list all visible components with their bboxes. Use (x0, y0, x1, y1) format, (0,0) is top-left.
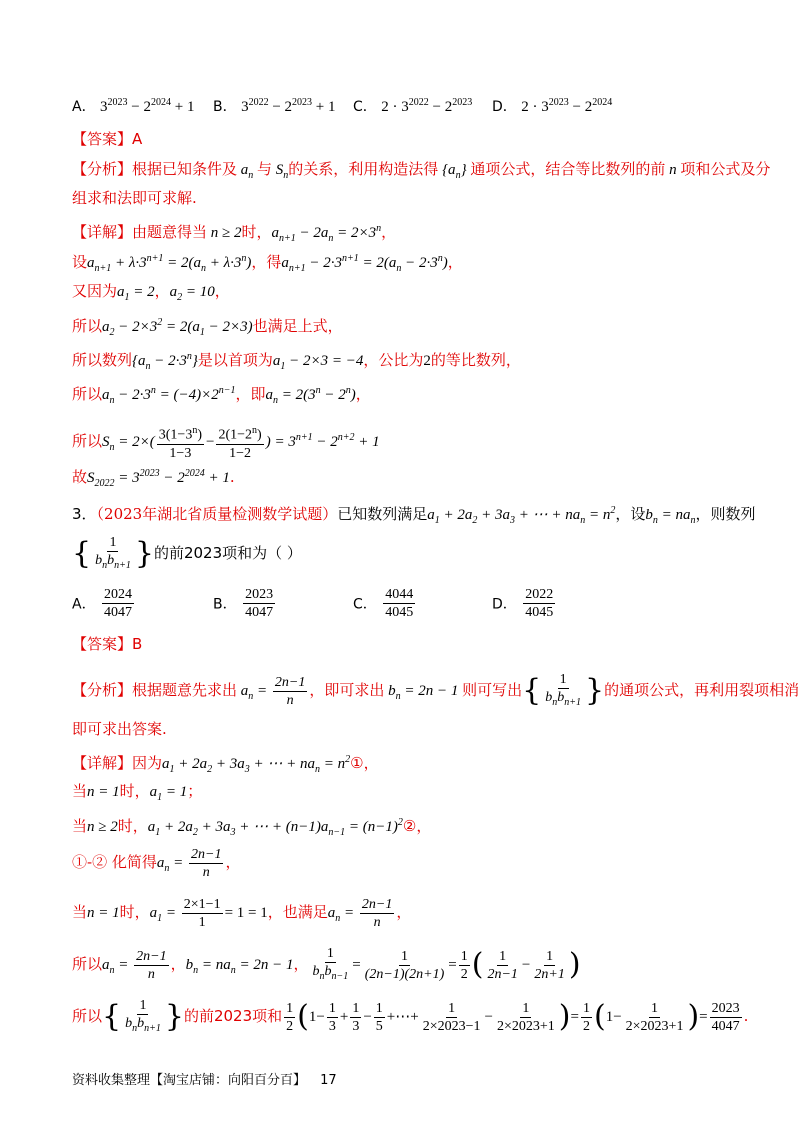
q3-final-line: 所以{ $\frac{1}{b_nb_{n+1}}$ }的前2023项和 $\frac{1}{2}$ (1− $\frac{1}{3}$ + $\frac{1}{3}$ − $\frac{1}{5}$ +⋯+ $\frac{1}{2\times 2023-1}$ − $\frac{1}{2\times 2023+1}$ )= $\frac{1}{2}$ (1− $\frac{1}{2\times 2023+1}$ )= $\frac{2023}{4047}$ . (72, 998, 749, 1034)
option-label: B． (213, 99, 237, 115)
q3-answer: 【答案】B (72, 635, 143, 653)
q2-detail-line1: 【详解】由题意得当 n ≥ 2时，$a_{n+1} - 2a_n = 2\times 3^n$， (72, 223, 397, 244)
q3-detail-line1: 【详解】因为$a_1 + 2a_2 + 3a_3$ + ⋯ + $na_n$ = $n^2①$， (72, 754, 379, 775)
q2-detail-line7: 所以$S_n = 2\times$( $\frac{3(1-3^n)}{1-3}$ − $\frac{2(1-2^n)}{1-2}$ ) = $3^{n+1} - 2^{n+2} + 1$ (72, 420, 740, 466)
footer (72, 1069, 337, 1088)
q2-analysis-line2: 组求和法即可求解. (72, 189, 197, 207)
q3-source: （2023年湖北省质量检测数学试题） (96, 505, 338, 523)
q2-option-d: D． $2 \cdot 3^{2023} - 2^{2024}$ (492, 97, 613, 115)
q2-detail-line6: 所以$a_n - 2\cdot 3^n = (-4)\times 2^{n-1}$，即$a_n = 2(3^n - 2^n)$， (72, 385, 371, 406)
q2-detail-line2: 设$a_{n+1} + \lambda\cdot 3^{n+1} = 2(a_n + \lambda\cdot 3^n)$，得$a_{n+1} - 2\cdot 3^{n+1} = 2(a_n - 2\cdot 3^n)$， (72, 253, 463, 274)
option-label: A． (72, 99, 96, 115)
q2-option-b: B． $3^{2022} - 2^{2023} + 1$ (213, 97, 336, 115)
q3-analysis-line2: 即可求出答案. (72, 720, 167, 738)
q2-answer: 【答案】A (72, 130, 143, 148)
q2-detail-line4: 所以$a_2 - 2\times 3^2 = 2(a_1 - 2\times 3)$也满足上式， (72, 317, 343, 338)
q2-option-c: C． $2 \cdot 3^{2022} - 2^{2023}$ (353, 97, 473, 115)
q2-detail-line3: 又因为$a_1 = 2$，$a_2 = 10$， (72, 282, 230, 303)
q2-analysis-line1: 【分析】根据已知条件及 $a_n$ 与 $S_n$的关系，利用构造法得 $\{a_n\}$ 通项公式，结合等比数列的前 n 项和公式及分 (72, 160, 771, 181)
q2-option-a: A． $3^{2023} - 2^{2024} + 1$ (72, 97, 195, 115)
option-label: C． (353, 99, 377, 115)
q2-detail-line5: 所以数列$\{a_n - 2\cdot 3^n\}$是以首项为$a_1 - 2\times 3 = -4$，公比为2的等比数列， (72, 351, 521, 372)
option-label: D． (492, 99, 517, 115)
q3-detail-line3: 当n ≥ 2时，$a_1 + 2a_2 + 3a_3$ + ⋯ + $(n-1)a_{n-1}$ = $(n-1)^2②$， (72, 817, 432, 838)
q3-detail-line5: 当n = 1时，$a_1$ = $\frac{2\times 1-1}{1}$ = 1 = 1，也满足$a_n$ = $\frac{2n-1}{n}$ ， (72, 896, 412, 930)
q3-detail-line2: 当n = 1时，$a_1 = 1$； (72, 782, 203, 803)
page-number: 17 (320, 1073, 337, 1088)
q3-option-d: D． $\frac{2022}{4045}$ (492, 587, 554, 620)
q2-conclusion: 故$S_{2022} = 3^{2023} - 2^{2024} + 1$. (72, 468, 235, 489)
q3-detail-line6: 所以$a_n$ = $\frac{2n-1}{n}$ ，$b_n = na_n = 2n - 1$， $\frac{1}{b_nb_{n-1}}$ = $\frac{1}{(2n-1)(2n+1)}$ = $\frac{1}{2}$ ( $\frac{1}{2n-1}$ − $\frac{1}{2n+1}$ ) (72, 946, 581, 982)
q3-option-a: A． $\frac{2024}{4047}$ (72, 587, 133, 620)
q3-stem-line2: { $\frac{1}{b_nb_{n+1}}$ }的前2023项和为（ ） (72, 535, 302, 571)
q3-analysis-line1: 【分析】根据题意先求出 $a_n$ = $\frac{2n-1}{n}$ ，即可求出 $b_n = 2n - 1$ 则可写出{ $\frac{1}{b_nb_{n+1}}$ }的通项公式，再利用裂项相消 (72, 672, 800, 708)
q3-option-c: C． $\frac{4044}{4045}$ (353, 587, 414, 620)
footer-text: 资料收集整理【淘宝店铺：向阳百分百】 (72, 1073, 307, 1088)
q3-stem-line1: 3．（2023年湖北省质量检测数学试题）已知数列满足$a_1 + 2a_2 + 3a_3$ + ⋯ + $na_n = n^2$，设$b_n = na_n$，则数列 (72, 505, 756, 526)
q3-option-b: B． $\frac{2023}{4047}$ (213, 587, 274, 620)
q3-detail-line4: ①-② 化简得$a_n$ = $\frac{2n-1}{n}$ ， (72, 846, 241, 880)
